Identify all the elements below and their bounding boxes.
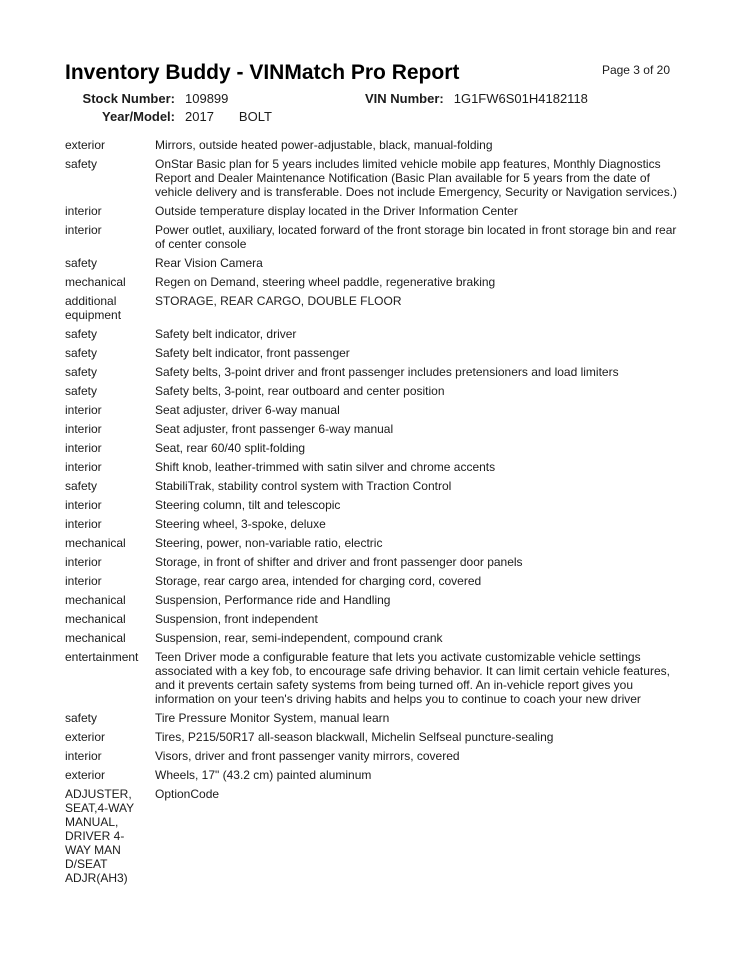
feature-row xyxy=(65,534,679,553)
feature-row xyxy=(65,325,679,344)
feature-category: safety xyxy=(65,365,98,379)
page-indicator: Page 3 of 20 xyxy=(601,63,670,77)
feature-description: Steering column, tilt and telescopic xyxy=(155,498,341,512)
feature-category: mechanical xyxy=(65,536,126,550)
feature-description: Suspension, front independent xyxy=(155,612,318,626)
feature-description: Regen on Demand, steering wheel paddle, regenerative braking xyxy=(155,275,496,289)
vin-number-value: 1G1FW6S01H4182118 xyxy=(453,91,588,106)
feature-row xyxy=(65,553,679,572)
feature-category: safety xyxy=(65,327,98,341)
page-title: Inventory Buddy - VINMatch Pro Report xyxy=(65,61,460,84)
feature-category: interior xyxy=(65,204,102,218)
feature-row xyxy=(65,254,679,273)
feature-category: mechanical xyxy=(65,631,126,645)
feature-description: Wheels, 17" (43.2 cm) painted aluminum xyxy=(155,768,372,782)
feature-category: interior xyxy=(65,498,102,512)
stock-number-value: 109899 xyxy=(185,91,229,106)
feature-row xyxy=(65,728,679,747)
feature-row xyxy=(65,591,679,610)
feature-row xyxy=(65,136,679,155)
feature-description: Seat adjuster, front passenger 6-way manual xyxy=(155,422,394,436)
feature-row xyxy=(65,273,679,292)
vehicle-meta xyxy=(65,91,672,127)
feature-description: Suspension, Performance ride and Handling xyxy=(155,593,391,607)
feature-description: Storage, rear cargo area, intended for charging cord, covered xyxy=(155,574,482,588)
feature-description: Storage, in front of shifter and driver and front passenger door panels xyxy=(155,555,523,569)
feature-category: interior xyxy=(65,403,102,417)
feature-row xyxy=(65,420,679,439)
feature-row xyxy=(65,401,679,420)
feature-description: Seat adjuster, driver 6-way manual xyxy=(155,403,340,417)
feature-category: interior xyxy=(65,517,102,531)
feature-row xyxy=(65,202,679,221)
feature-description: Seat, rear 60/40 split-folding xyxy=(155,441,306,455)
report-header xyxy=(65,61,670,85)
feature-row xyxy=(65,496,679,515)
feature-row xyxy=(65,477,679,496)
feature-row xyxy=(65,747,679,766)
feature-row xyxy=(65,766,679,785)
feature-row xyxy=(65,382,679,401)
feature-category: exterior xyxy=(65,768,106,782)
feature-description: Shift knob, leather-trimmed with satin silver and chrome accents xyxy=(155,460,496,474)
feature-row xyxy=(65,515,679,534)
feature-category: safety xyxy=(65,157,98,171)
feature-category: additional equipment xyxy=(65,294,122,322)
feature-category: entertainment xyxy=(65,650,139,664)
feature-category: mechanical xyxy=(65,275,126,289)
feature-description: OnStar Basic plan for 5 years includes limited vehicle mobile app features, Monthly Diagnostics Report and Dealer Maintenance Notification (Basic Plan available for 5 years from the date of vehicle delivery and is transferable. Does not include Emergency, Security or Navigation services.) xyxy=(155,157,678,199)
feature-row xyxy=(65,221,679,254)
features-table xyxy=(65,136,679,888)
year-model-row xyxy=(65,109,672,125)
feature-category: interior xyxy=(65,749,102,763)
feature-description: Tire Pressure Monitor System, manual learn xyxy=(155,711,390,725)
feature-description: Steering wheel, 3-spoke, deluxe xyxy=(155,517,326,531)
feature-row xyxy=(65,363,679,382)
feature-category: ADJUSTER, SEAT,4-WAY MANUAL, DRIVER 4-WAY MAN D/SEAT ADJR(AH3) xyxy=(65,787,134,885)
feature-description: Safety belts, 3-point driver and front passenger includes pretensioners and load limiters xyxy=(155,365,619,379)
feature-row xyxy=(65,785,679,888)
feature-description: OptionCode xyxy=(155,787,220,801)
feature-row xyxy=(65,439,679,458)
feature-category: interior xyxy=(65,574,102,588)
feature-description: Rear Vision Camera xyxy=(155,256,263,270)
feature-description: Steering, power, non-variable ratio, electric xyxy=(155,536,383,550)
feature-category: mechanical xyxy=(65,612,126,626)
feature-row xyxy=(65,572,679,591)
feature-description: StabiliTrak, stability control system with Traction Control xyxy=(155,479,452,493)
feature-category: safety xyxy=(65,256,98,270)
stock-vin-row xyxy=(65,91,672,107)
feature-category: mechanical xyxy=(65,593,126,607)
year-model-label: Year/Model: xyxy=(102,109,175,124)
feature-category: interior xyxy=(65,555,102,569)
feature-row xyxy=(65,292,679,325)
feature-row xyxy=(65,709,679,728)
feature-category: safety xyxy=(65,711,98,725)
stock-number-label: Stock Number: xyxy=(82,91,175,106)
feature-description: Safety belt indicator, driver xyxy=(155,327,297,341)
year-value: 2017 xyxy=(185,109,214,124)
feature-row xyxy=(65,155,679,202)
feature-row xyxy=(65,458,679,477)
feature-row xyxy=(65,610,679,629)
feature-category: safety xyxy=(65,479,98,493)
feature-category: exterior xyxy=(65,138,106,152)
feature-category: interior xyxy=(65,460,102,474)
feature-category: interior xyxy=(65,441,102,455)
feature-description: Tires, P215/50R17 all-season blackwall, Michelin Selfseal puncture-sealing xyxy=(155,730,554,744)
feature-category: interior xyxy=(65,422,102,436)
feature-description: Mirrors, outside heated power-adjustable, black, manual-folding xyxy=(155,138,493,152)
feature-category: safety xyxy=(65,384,98,398)
feature-description: Visors, driver and front passenger vanity mirrors, covered xyxy=(155,749,460,763)
feature-category: exterior xyxy=(65,730,106,744)
feature-description: Safety belt indicator, front passenger xyxy=(155,346,350,360)
vin-group xyxy=(365,91,588,107)
feature-description: STORAGE, REAR CARGO, DOUBLE FLOOR xyxy=(155,294,402,308)
feature-description: Outside temperature display located in the Driver Information Center xyxy=(155,204,518,218)
feature-row xyxy=(65,648,679,709)
feature-description: Power outlet, auxiliary, located forward of the front storage bin located in front storage bin and rear of center console xyxy=(155,223,677,251)
feature-row xyxy=(65,629,679,648)
feature-description: Safety belts, 3-point, rear outboard and center position xyxy=(155,384,445,398)
feature-row xyxy=(65,344,679,363)
feature-category: safety xyxy=(65,346,98,360)
feature-description: Suspension, rear, semi-independent, compound crank xyxy=(155,631,443,645)
model-value: BOLT xyxy=(238,109,272,124)
vin-number-label: VIN Number: xyxy=(365,91,444,106)
feature-category: interior xyxy=(65,223,102,237)
feature-description: Teen Driver mode a configurable feature that lets you activate customizable vehicle settings associated with a key fob, to encourage safe driving behavior. It can limit certain vehicle features, and it prevents certain safety systems from being turned off. An in-vehicle report gives you information on your teen's driving habits and helps you to continue to coach your new driver xyxy=(155,650,670,706)
